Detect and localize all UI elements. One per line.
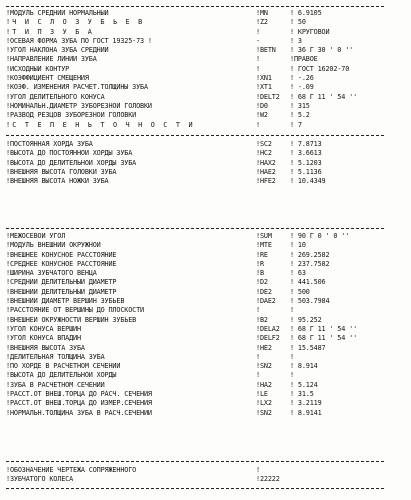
parameter-value: ! 15.5487 [290, 343, 326, 352]
parameter-value: ! ГОСТ 16202-70 [290, 64, 350, 73]
table-row [6, 475, 384, 484]
parameter-label: !УГОЛ КОНУСА ВПАДИН [6, 334, 81, 343]
parameter-value: ! 269.2582 [290, 250, 330, 259]
parameter-symbol: ! [256, 27, 260, 36]
parameter-symbol: !HC2 [256, 149, 272, 158]
parameter-symbol: !HAE2 [256, 167, 276, 176]
parameter-symbol: !DE2 [256, 287, 272, 296]
parameter-value: ! [290, 352, 294, 361]
parameter-label: !РАССТ.ОТ ВНЕШ.ТОРЦА ДО ИЗМЕР.СЕЧЕНИЯ [6, 399, 152, 408]
parameter-value: ! 68 Г 11 ' 54 '' [290, 334, 358, 343]
table-row [6, 241, 384, 250]
parameter-symbol: !SN2 [256, 408, 272, 417]
parameter-label: !Т И П З У Б А [6, 27, 95, 36]
table-row [6, 65, 384, 74]
parameter-value: ! 503.7984 [290, 297, 330, 306]
table-row [6, 269, 384, 278]
parameter-label: !ЗУБЧАТОГО КОЛЕСА [6, 475, 74, 484]
parameter-symbol: ! [256, 55, 260, 64]
parameter-value: ! 5.124 [290, 380, 318, 389]
parameter-label: !МЕЖОСЕВОЙ УГОЛ [6, 232, 66, 240]
parameter-symbol: !SN2 [256, 362, 272, 371]
parameter-value: ! КРУГОВОЙ [290, 27, 330, 36]
parameter-symbol: !HFE2 [256, 177, 276, 186]
parameter-label: !СРЕДНЕЕ КОНУСНОЕ РАССТОЯНИЕ [6, 259, 117, 268]
parameter-label: !ВНЕШНЕЙ ОКРУЖНОСТИ ВЕРШИН ЗУБЬЕВ [6, 315, 137, 324]
parameter-value: ! 10.4349 [290, 177, 326, 186]
table-row [6, 111, 384, 120]
table-row [6, 55, 384, 64]
parameter-label: !ОБОЗНАЧЕНИЕ ЧЕРТЕЖА СОПРЯЖЕННОГО [6, 466, 137, 474]
table-row [6, 466, 384, 475]
parameter-symbol: !MTE [256, 241, 272, 250]
table-row [6, 121, 384, 130]
parameter-value: ! 500 [290, 287, 310, 296]
parameter-symbol: - [256, 36, 260, 45]
parameter-value: ! 8.9141 [290, 408, 322, 417]
parameter-symbol: !D0 [256, 101, 268, 110]
parameter-value: ! -.26 [290, 74, 314, 83]
parameter-symbol: !XT1 [256, 83, 272, 92]
parameter-value: ! 7 [290, 120, 302, 129]
table-row [6, 334, 384, 343]
table-section [6, 466, 384, 485]
parameter-label: !ШИРИНА ЗУБЧАТОГО ВЕНЦА [6, 269, 97, 278]
table-row [6, 159, 384, 168]
table-row [6, 353, 384, 362]
parameter-symbol: !XN1 [256, 74, 272, 83]
parameter-symbol: !SC2 [256, 140, 272, 148]
parameter-value: ! 50 [290, 18, 306, 27]
table-row [6, 251, 384, 260]
parameter-label: !ВНЕШНИЙ ДИАМЕТР ВЕРШИН ЗУБЬЕВ [6, 297, 125, 306]
table-row [6, 28, 384, 37]
table-row [6, 409, 384, 418]
parameter-symbol: !DELF2 [256, 334, 280, 343]
parameter-symbol: !LE [256, 390, 268, 399]
parameter-label: !МОДУЛЬ ВНЕШНИЙ ОКРУЖНОЙ [6, 241, 101, 250]
table-row [6, 278, 384, 287]
dashed-rule [6, 461, 384, 462]
parameter-symbol: !22222 [256, 475, 280, 484]
parameter-value: ! 5.2 [290, 111, 310, 120]
parameter-symbol: ! [256, 64, 260, 73]
parameter-value: ! 10 [290, 241, 306, 250]
parameter-label: !КОЭФФИЦИЕНТ СМЕЩЕНИЯ [6, 74, 89, 83]
parameter-symbol: !Z2 [256, 18, 268, 27]
parameter-symbol: !LX2 [256, 399, 272, 408]
parameter-value: ! 315 [290, 101, 310, 110]
table-row [6, 390, 384, 399]
parameter-label: !НОРМАЛЬН.ТОЛЩИНА ЗУБА В РАСЧ.СЕЧЕНИИ [6, 408, 152, 417]
parameter-symbol: !R [256, 259, 264, 268]
parameter-symbol: !HA2 [256, 380, 272, 389]
parameter-value: ! 95.252 [290, 315, 322, 324]
parameter-value: ! 441.506 [290, 278, 326, 287]
table-row [6, 140, 384, 149]
table-row [6, 46, 384, 55]
parameter-symbol: !SUM [256, 232, 272, 240]
parameter-value: ! 5.1203 [290, 158, 322, 167]
parameter-value: ! 36 Г 30 ' 0 '' [290, 46, 354, 55]
parameter-symbol: !HE2 [256, 343, 272, 352]
table-row [6, 306, 384, 315]
parameter-label: !ВЫСОТА ДО ДЕЛИТЕЛЬНОЙ ХОРДЫ ЗУБА [6, 158, 137, 167]
parameter-label: !УГОЛ КОНУСА ВЕРШИН [6, 324, 81, 333]
parameter-label: !ВНЕШНЕЕ КОНУСНОЕ РАССТОЯНИЕ [6, 250, 117, 259]
parameter-value: ! 3 [290, 36, 302, 45]
parameter-label: !С Т Е П Е Н Ь Т О Ч Н О С Т И [6, 120, 195, 129]
table-row [6, 37, 384, 46]
table-row [6, 9, 384, 18]
table-row [6, 260, 384, 269]
dashed-rule [6, 6, 384, 7]
parameter-label: !СРЕДНИЙ ДЕЛИТЕЛЬНЫЙ ДИАМЕТР [6, 278, 117, 287]
table-row [6, 149, 384, 158]
parameter-symbol: ! [256, 466, 260, 474]
parameter-value: ! 6.9105 [290, 9, 322, 17]
parameter-label: !ВНЕШНИЙ ДЕЛИТЕЛЬНЫЙ ДИАМЕТР [6, 287, 117, 296]
parameter-label: !Ч И С Л О З У Б Ь Е В [6, 18, 145, 27]
table-row [6, 362, 384, 371]
parameter-label: !РАССТОЯНИЕ ОТ ВЕРШИНЫ ДО ПЛОСКОСТИ [6, 306, 144, 315]
parameter-label: !ИСХОДНЫЙ КОНТУР [6, 64, 70, 73]
parameter-label: !ОСЕВАЯ ФОРМА ЗУБА ПО ГОСТ 19325-73 ! [6, 36, 152, 45]
parameter-label: !УГОЛ ДЕЛИТЕЛЬНОГО КОНУСА [6, 92, 105, 101]
parameter-label: !ВНЕШНЯЯ ВЫСОТА ГОЛОВКИ ЗУБА [6, 167, 117, 176]
table-row [6, 344, 384, 353]
parameter-value: ! 8.914 [290, 362, 318, 371]
parameter-value: ! 5.1136 [290, 167, 322, 176]
table-row [6, 18, 384, 27]
table-section [6, 9, 384, 130]
table-row [6, 74, 384, 83]
parameter-value: ! 68 Г 11 ' 54 '' [290, 92, 358, 101]
parameter-value: ! 31.5 [290, 390, 314, 399]
parameter-value: ! 90 Г 0 ' 0 '' [290, 232, 350, 240]
parameter-symbol: !MN [256, 9, 268, 17]
table-row [6, 168, 384, 177]
parameter-symbol: !BETN [256, 46, 276, 55]
parameter-value: ! 3.2119 [290, 399, 322, 408]
table-row [6, 288, 384, 297]
parameter-symbol: ! [256, 352, 260, 361]
parameter-symbol: !B [256, 269, 264, 278]
parameter-value: ! 68 Г 11 ' 54 '' [290, 324, 358, 333]
parameter-symbol: ! [256, 306, 260, 315]
parameter-label: !НОМИНАЛЬН.ДИАМЕТР ЗУБОРЕЗНОЙ ГОЛОВКИ [6, 101, 152, 110]
parameter-value: ! 7.8713 [290, 140, 322, 148]
parameter-symbol: ! [256, 120, 260, 129]
parameter-symbol: !HAX2 [256, 158, 276, 167]
parameter-value: ! [290, 306, 294, 315]
table-row [6, 297, 384, 306]
parameter-label: !ВЫСОТА ДО ДЕЛИТЕЛЬНОЙ ХОРДЫ [6, 371, 117, 380]
table-row [6, 371, 384, 380]
parameter-value: ! 237.7582 [290, 259, 330, 268]
table-row [6, 381, 384, 390]
parameter-label: !УГОЛ НАКЛОНА ЗУБА СРЕДНИЙ [6, 46, 109, 55]
parameter-label: !ПО ХОРДЕ В РАСЧЕТНОМ СЕЧЕНИИ [6, 362, 121, 371]
parameter-symbol: !RE [256, 250, 268, 259]
parameter-symbol: !DELA2 [256, 324, 280, 333]
parameter-value: ! -.09 [290, 83, 314, 92]
parameter-value: ! 63 [290, 269, 306, 278]
table-row [6, 102, 384, 111]
parameter-label: !РАССТ.ОТ ВНЕШ.ТОРЦА ДО РАСЧ. СЕЧЕНИЯ [6, 390, 152, 399]
parameter-symbol: !DAE2 [256, 297, 276, 306]
parameter-value: ! 3.6613 [290, 149, 322, 158]
parameter-symbol: !B2 [256, 315, 268, 324]
parameter-label: !ЗУБА В РАСЧЕТНОМ СЕЧЕНИИ [6, 380, 105, 389]
table-row [6, 399, 384, 408]
table-row [6, 83, 384, 92]
parameter-label: !КОЭФ. ИЗМЕНЕНИЯ РАСЧЕТ.ТОЛЩИНЫ ЗУБА [6, 83, 148, 92]
table-row [6, 93, 384, 102]
parameter-label: !ДЕЛИТЕЛЬНАЯ ТОЛЩИНА ЗУБА [6, 352, 105, 361]
table-row [6, 232, 384, 241]
parameter-value: !ПРАВОЕ [290, 55, 318, 64]
table-section [6, 232, 384, 418]
parameter-symbol: ! [256, 371, 260, 380]
table-row [6, 325, 384, 334]
parameter-symbol: !D2 [256, 278, 268, 287]
parameter-symbol: !W2 [256, 111, 268, 120]
table-row [6, 316, 384, 325]
table-section [6, 140, 384, 186]
parameter-label: !ВНЕШНЯЯ ВЫСОТА НОЖКИ ЗУБА [6, 177, 109, 186]
dashed-rule [6, 488, 384, 489]
dashed-rule [6, 228, 384, 229]
parameter-label: !МОДУЛЬ СРЕДНИЙ НОРМАЛЬНЫЙ [6, 9, 109, 17]
parameter-label: !ВЫСОТА ДО ПОСТОЯННОЙ ХОРДЫ ЗУБА [6, 149, 133, 158]
parameter-label: !ПОСТОЯННАЯ ХОРДА ЗУБА [6, 140, 93, 148]
parameter-value: ! [290, 371, 294, 380]
table-row [6, 177, 384, 186]
dashed-rule [6, 135, 384, 136]
parameter-label: !ВНЕШНЯЯ ВЫСОТА ЗУБА [6, 343, 85, 352]
parameter-label: !НАПРАВЛЕНИЕ ЛИНИИ ЗУБА [6, 55, 97, 64]
parameter-label: !РАЗВОД РЕЗЦОВ ЗУБОРЕЗНОЙ ГОЛОВКИ [6, 111, 137, 120]
parameter-symbol: !DELT2 [256, 92, 280, 101]
